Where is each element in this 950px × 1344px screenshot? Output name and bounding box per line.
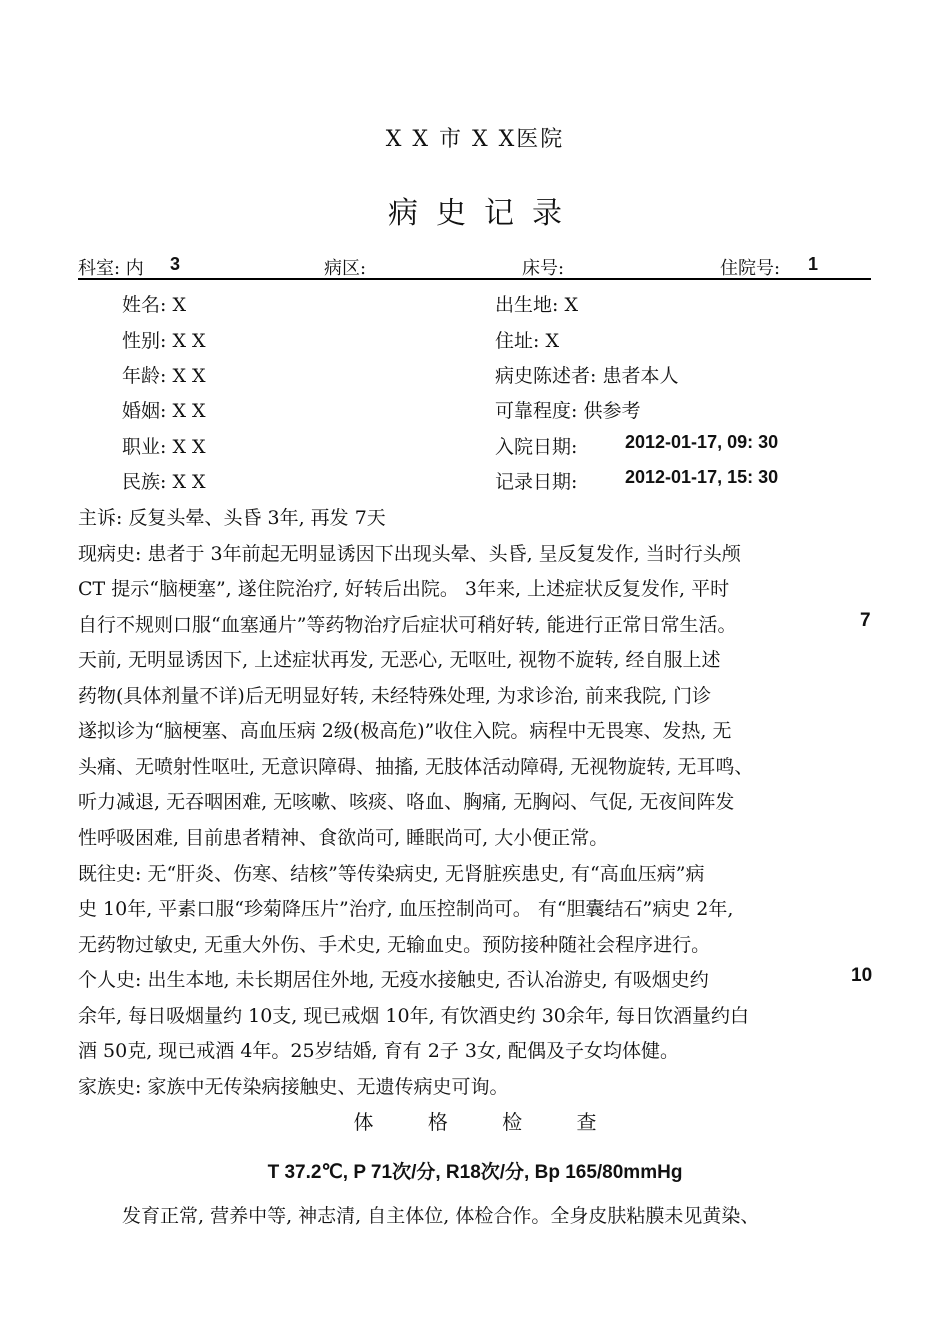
present-illness-line: 天前, 无明显诱因下, 上述症状再发, 无恶心, 无呕吐, 视物不旋转, 经自服上述: [78, 649, 721, 671]
personal-history-line: 酒 50克, 现已戒酒 4年。25岁结婚, 育有 2子 3女, 配偶及子女均体健。: [78, 1040, 680, 1062]
present-illness-line: 性呼吸困难, 目前患者精神、食欲尚可, 睡眠尚可, 大小便正常。: [78, 827, 609, 849]
personal-history-line: 个人史: 出生本地, 未长期居住外地, 无疫水接触史, 否认冶游史, 有吸烟史约: [78, 969, 709, 991]
admission-no-label: 住院号:: [720, 258, 781, 279]
record-header: [78, 254, 871, 280]
present-illness-line: CT 提示“脑梗塞”, 遂住院治疗, 好转后出院。 3年来, 上述症状反复发作, 平时: [78, 578, 730, 600]
info-occupation: 职业: X X: [122, 436, 206, 458]
past-history-line: 史 10年, 平素口服“珍菊降压片”治疗, 血压控制尚可。 有“胆囊结石”病史 2年,: [78, 898, 734, 920]
present-illness-trailing-number: 7: [860, 610, 871, 631]
admit-date-label: 入院日期:: [495, 436, 578, 458]
admit-date-value: 2012-01-17, 09: 30: [625, 432, 779, 452]
dept-value: 3: [170, 254, 181, 274]
info-marital: 婚姻: X X: [122, 400, 206, 422]
vital-signs: T 37.2℃, P 71次/分, R18次/分, Bp 165/80mmHg: [267, 1162, 683, 1183]
personal-history-trailing-number: 10: [851, 965, 873, 986]
bed-label: 床号:: [522, 258, 565, 279]
info-address: 住址: X: [495, 330, 559, 352]
present-illness-line: 药物(具体剂量不详)后无明显好转, 未经特殊处理, 为求诊治, 前来我院, 门诊: [78, 685, 712, 707]
physical-exam-title: [0, 1106, 950, 1135]
info-narrator: 病史陈述者: 患者本人: [495, 365, 679, 387]
ward-label: 病区:: [324, 258, 367, 279]
info-gender: 性别: X X: [122, 330, 206, 352]
exam-text: 发育正常, 营养中等, 神志清, 自主体位, 体检合作。全身皮肤粘膜未见黄染、: [122, 1205, 760, 1227]
present-illness-line: 头痛、无喷射性呕吐, 无意识障碍、抽搐, 无肢体活动障碍, 无视物旋转, 无耳鸣、: [78, 756, 754, 778]
physical-exam-title-char: 体: [353, 1110, 374, 1134]
page-title: 病史记录: [388, 196, 580, 231]
physical-exam-title-char: 格: [427, 1110, 448, 1134]
present-illness-line: 自行不规则口服“血塞通片”等药物治疗后症状可稍好转, 能进行正常日常生活。: [78, 614, 737, 636]
family-history: 家族史: 家族中无传染病接触史、无遗传病史可询。: [78, 1076, 509, 1098]
record-date-value: 2012-01-17, 15: 30: [625, 467, 779, 487]
dept-label: 科室: 内: [78, 258, 144, 279]
info-birthplace: 出生地: X: [495, 294, 578, 316]
info-name: 姓名: X: [122, 294, 186, 316]
info-ethnicity: 民族: X X: [122, 471, 206, 493]
past-history-line: 既往史: 无“肝炎、伤寒、结核”等传染病史, 无肾脏疾患史, 有“高血压病”病: [78, 863, 705, 885]
hospital-name: X X 市 X X医院: [385, 127, 565, 152]
present-illness-line: 现病史: 患者于 3年前起无明显诱因下出现头晕、头昏, 呈反复发作, 当时行头颅: [78, 543, 741, 565]
present-illness-line: 遂拟诊为“脑梗塞、高血压病 2级(极高危)”收住入院。病程中无畏寒、发热, 无: [78, 720, 732, 742]
personal-history-line: 余年, 每日吸烟量约 10支, 现已戒烟 10年, 有饮酒史约 30余年, 每日饮酒量约白: [78, 1005, 749, 1027]
chief-complaint: 主诉: 反复头晕、头昏 3年, 再发 7天: [78, 507, 386, 529]
physical-exam-title-char: 检: [502, 1110, 523, 1134]
past-history-line: 无药物过敏史, 无重大外伤、手术史, 无输血史。预防接种随社会程序进行。: [78, 934, 711, 956]
info-age: 年龄: X X: [122, 365, 206, 387]
present-illness-line: 听力减退, 无吞咽困难, 无咳嗽、咳痰、咯血、胸痛, 无胸闷、气促, 无夜间阵发: [78, 791, 735, 813]
record-date-label: 记录日期:: [495, 471, 578, 493]
info-reliability: 可靠程度: 供参考: [495, 400, 641, 422]
admission-no-value: 1: [808, 254, 819, 274]
physical-exam-title-char: 查: [576, 1110, 597, 1134]
